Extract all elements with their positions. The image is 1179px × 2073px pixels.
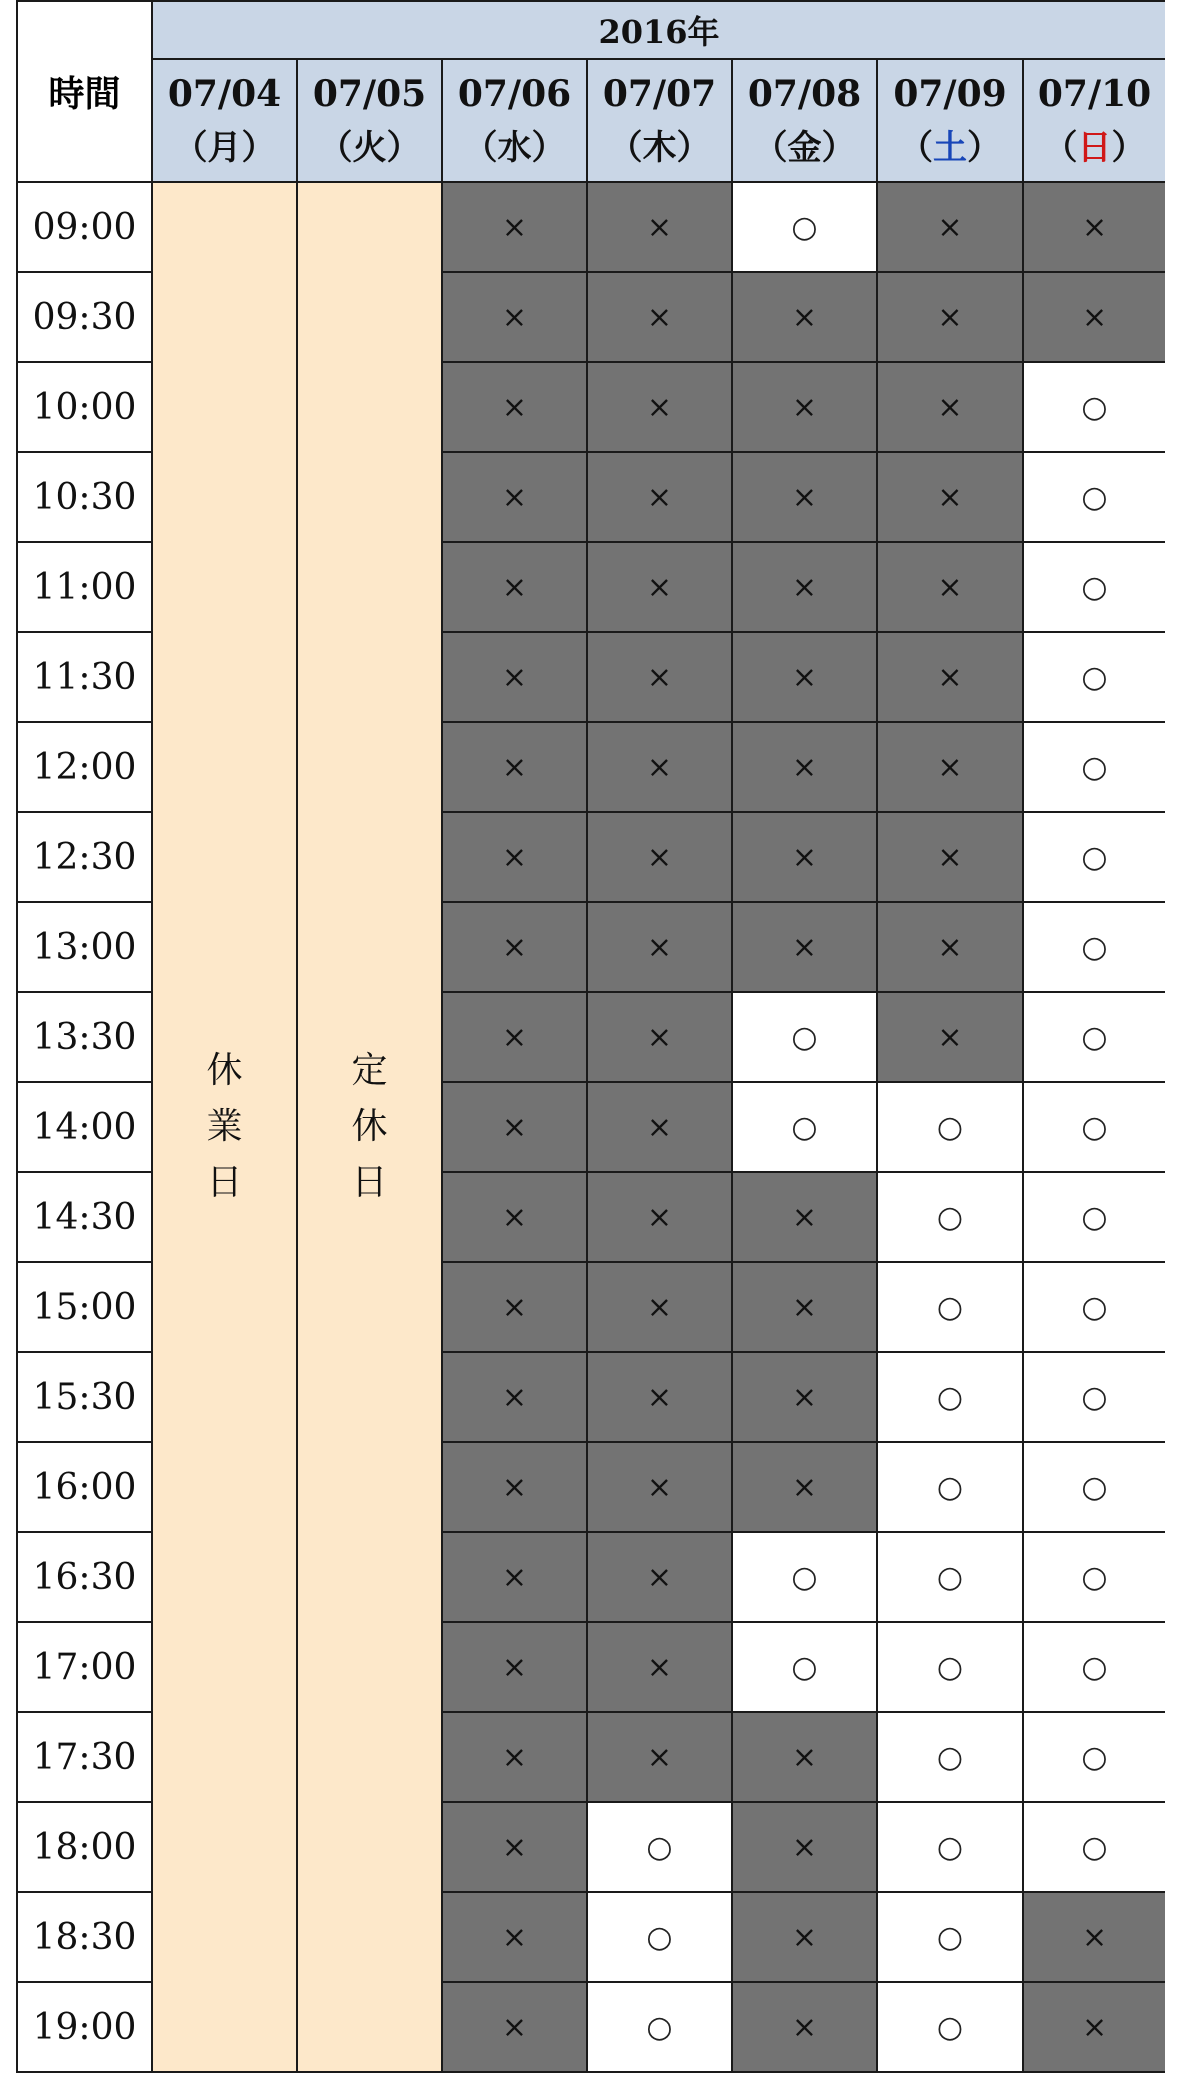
closed-day-char: 日 <box>206 1162 243 1203</box>
slot-unavailable: × <box>732 272 877 362</box>
slot-available[interactable]: ○ <box>877 1082 1023 1172</box>
open-paren: （ <box>1043 127 1078 168</box>
slot-unavailable: × <box>1023 272 1165 362</box>
close-paren: ） <box>967 127 1001 168</box>
time-cell: 18:00 <box>17 1802 152 1892</box>
slot-unavailable: × <box>442 1172 587 1262</box>
date-label: 07/09 <box>893 72 1007 115</box>
slot-unavailable: × <box>587 992 732 1082</box>
open-paren: （ <box>173 127 208 168</box>
reservation-schedule-table <box>16 0 1165 2073</box>
schedule-container <box>16 0 1165 2073</box>
schedule-body <box>17 182 1165 2072</box>
close-paren: ） <box>676 127 711 168</box>
slot-unavailable: × <box>442 992 587 1082</box>
slot-unavailable: × <box>732 542 877 632</box>
date-header-row <box>17 59 1165 182</box>
slot-unavailable: × <box>877 272 1023 362</box>
time-cell: 10:00 <box>17 362 152 452</box>
time-cell: 16:00 <box>17 1442 152 1532</box>
slot-unavailable: × <box>877 722 1023 812</box>
slot-unavailable: × <box>442 632 587 722</box>
slot-unavailable: × <box>587 1442 732 1532</box>
slot-available[interactable]: ○ <box>877 1622 1023 1712</box>
time-cell: 15:00 <box>17 1262 152 1352</box>
slot-unavailable: × <box>732 722 877 812</box>
time-cell: 13:00 <box>17 902 152 992</box>
open-paren: （ <box>899 127 933 168</box>
slot-unavailable: × <box>587 902 732 992</box>
slot-available[interactable]: ○ <box>877 1532 1023 1622</box>
time-cell: 15:30 <box>17 1352 152 1442</box>
slot-unavailable: × <box>587 452 732 542</box>
open-paren: （ <box>753 127 788 168</box>
time-cell: 11:00 <box>17 542 152 632</box>
time-cell: 09:30 <box>17 272 152 362</box>
slot-unavailable: × <box>587 1172 732 1262</box>
slot-unavailable: × <box>442 722 587 812</box>
slot-unavailable: × <box>587 812 732 902</box>
closed-day-char: 日 <box>351 1162 388 1203</box>
slot-unavailable: × <box>442 1982 587 2072</box>
slot-unavailable: × <box>732 1442 877 1532</box>
slot-unavailable: × <box>587 542 732 632</box>
slot-unavailable: × <box>877 902 1023 992</box>
year-header: 2016年 <box>152 1 1165 59</box>
slot-available[interactable]: ○ <box>1023 1172 1165 1262</box>
close-paren: ） <box>1111 127 1146 168</box>
closed-day-char: 休 <box>351 1106 388 1147</box>
slot-unavailable: × <box>587 1712 732 1802</box>
slot-unavailable: × <box>732 452 877 542</box>
close-paren: ） <box>241 127 276 168</box>
slot-available[interactable]: ○ <box>1023 722 1165 812</box>
slot-available[interactable]: ○ <box>877 1442 1023 1532</box>
day-of-week-label <box>733 121 876 175</box>
slot-unavailable: × <box>587 1622 732 1712</box>
close-paren: ） <box>821 127 856 168</box>
slot-unavailable: × <box>587 1262 732 1352</box>
slot-unavailable: × <box>732 1802 877 1892</box>
date-label: 07/05 <box>312 72 427 115</box>
slot-available[interactable]: ○ <box>587 1892 732 1982</box>
date-header-0 <box>152 59 297 182</box>
slot-available[interactable]: ○ <box>1023 632 1165 722</box>
slot-unavailable: × <box>1023 1892 1165 1982</box>
day-of-week-label <box>1024 121 1165 175</box>
slot-unavailable: × <box>442 1262 587 1352</box>
slot-unavailable: × <box>442 812 587 902</box>
slot-unavailable: × <box>732 902 877 992</box>
weekday: 月 <box>207 127 242 168</box>
slot-available[interactable]: ○ <box>1023 1802 1165 1892</box>
slot-unavailable: × <box>587 182 732 272</box>
slot-available[interactable]: ○ <box>877 1712 1023 1802</box>
time-cell: 16:30 <box>17 1532 152 1622</box>
slot-available[interactable]: ○ <box>1023 1712 1165 1802</box>
slot-available[interactable]: ○ <box>1023 1262 1165 1352</box>
slot-unavailable: × <box>442 1082 587 1172</box>
closed-day-char: 休 <box>206 1050 243 1091</box>
closed-day-cell-1 <box>297 182 442 2072</box>
day-of-week-label <box>878 121 1022 175</box>
slot-available[interactable]: ○ <box>1023 1442 1165 1532</box>
slot-unavailable: × <box>442 902 587 992</box>
closed-day-cell-0 <box>152 182 297 2072</box>
slot-unavailable: × <box>442 362 587 452</box>
time-cell: 19:00 <box>17 1982 152 2072</box>
slot-available[interactable]: ○ <box>1023 812 1165 902</box>
slot-available[interactable]: ○ <box>1023 542 1165 632</box>
time-cell: 17:30 <box>17 1712 152 1802</box>
slot-unavailable: × <box>442 1532 587 1622</box>
weekday: 日 <box>1077 127 1112 168</box>
date-header-4 <box>732 59 877 182</box>
slot-available[interactable]: ○ <box>877 1802 1023 1892</box>
slot-unavailable: × <box>587 1532 732 1622</box>
weekday: 水 <box>497 127 532 168</box>
weekday: 木 <box>642 127 677 168</box>
weekday: 火 <box>352 127 387 168</box>
time-cell: 13:30 <box>17 992 152 1082</box>
open-paren: （ <box>318 127 353 168</box>
slot-available[interactable]: ○ <box>877 1262 1023 1352</box>
slot-available[interactable]: ○ <box>732 1532 877 1622</box>
slot-unavailable: × <box>442 1352 587 1442</box>
slot-available[interactable]: ○ <box>732 182 877 272</box>
slot-available[interactable]: ○ <box>877 1982 1023 2072</box>
weekday: 土 <box>933 127 967 168</box>
date-label: 07/04 <box>167 72 282 115</box>
slot-available[interactable]: ○ <box>732 1082 877 1172</box>
slot-unavailable: × <box>877 182 1023 272</box>
closed-day-char: 業 <box>206 1106 243 1147</box>
slot-available[interactable]: ○ <box>1023 1532 1165 1622</box>
slot-unavailable: × <box>587 1352 732 1442</box>
close-paren: ） <box>386 127 421 168</box>
date-header-3 <box>587 59 732 182</box>
time-cell: 10:30 <box>17 452 152 542</box>
slot-available[interactable]: ○ <box>1023 1622 1165 1712</box>
time-cell: 18:30 <box>17 1892 152 1982</box>
slot-unavailable: × <box>732 1982 877 2072</box>
time-cell: 11:30 <box>17 632 152 722</box>
slot-unavailable: × <box>1023 1982 1165 2072</box>
slot-available[interactable]: ○ <box>1023 362 1165 452</box>
date-header-5 <box>877 59 1023 182</box>
slot-unavailable: × <box>732 632 877 722</box>
slot-unavailable: × <box>877 992 1023 1082</box>
slot-unavailable: × <box>442 182 587 272</box>
slot-unavailable: × <box>587 1082 732 1172</box>
closed-day-char: 定 <box>351 1050 388 1091</box>
date-label: 07/06 <box>457 72 572 115</box>
slot-available[interactable]: ○ <box>877 1892 1023 1982</box>
slot-unavailable: × <box>587 362 732 452</box>
slot-unavailable: × <box>732 1262 877 1352</box>
slot-unavailable: × <box>442 1712 587 1802</box>
day-of-week-label <box>153 121 296 175</box>
date-label: 07/08 <box>747 72 862 115</box>
slot-unavailable: × <box>442 1442 587 1532</box>
slot-unavailable: × <box>442 452 587 542</box>
slot-unavailable: × <box>877 812 1023 902</box>
day-of-week-label <box>588 121 731 175</box>
slot-available[interactable]: ○ <box>1023 452 1165 542</box>
slot-unavailable: × <box>732 1712 877 1802</box>
day-of-week-label <box>443 121 586 175</box>
time-cell: 17:00 <box>17 1622 152 1712</box>
slot-available[interactable]: ○ <box>587 1982 732 2072</box>
day-of-week-label <box>298 121 441 175</box>
slot-unavailable: × <box>877 362 1023 452</box>
slot-available[interactable]: ○ <box>877 1352 1023 1442</box>
time-column-header: 時間 <box>17 1 152 182</box>
open-paren: （ <box>608 127 643 168</box>
slot-unavailable: × <box>442 272 587 362</box>
slot-unavailable: × <box>1023 182 1165 272</box>
date-header-1 <box>297 59 442 182</box>
close-paren: ） <box>531 127 566 168</box>
slot-unavailable: × <box>442 1892 587 1982</box>
slot-unavailable: × <box>732 1892 877 1982</box>
time-cell: 14:30 <box>17 1172 152 1262</box>
slot-unavailable: × <box>732 362 877 452</box>
slot-unavailable: × <box>877 542 1023 632</box>
slot-unavailable: × <box>732 812 877 902</box>
weekday: 金 <box>787 127 822 168</box>
slot-available[interactable]: ○ <box>1023 902 1165 992</box>
date-label: 07/10 <box>1037 72 1152 115</box>
slot-unavailable: × <box>877 632 1023 722</box>
slot-available[interactable]: ○ <box>732 1622 877 1712</box>
slot-unavailable: × <box>877 452 1023 542</box>
slot-available[interactable]: ○ <box>1023 1352 1165 1442</box>
slot-available[interactable]: ○ <box>732 992 877 1082</box>
slot-unavailable: × <box>587 632 732 722</box>
time-cell: 12:00 <box>17 722 152 812</box>
open-paren: （ <box>463 127 498 168</box>
time-cell: 14:00 <box>17 1082 152 1172</box>
slot-unavailable: × <box>587 722 732 812</box>
slot-available[interactable]: ○ <box>587 1802 732 1892</box>
slot-unavailable: × <box>732 1172 877 1262</box>
time-cell: 12:30 <box>17 812 152 902</box>
slot-unavailable: × <box>442 1802 587 1892</box>
date-header-2 <box>442 59 587 182</box>
date-header-6 <box>1023 59 1165 182</box>
slot-unavailable: × <box>442 542 587 632</box>
time-cell: 09:00 <box>17 182 152 272</box>
slot-available[interactable]: ○ <box>1023 1082 1165 1172</box>
slot-unavailable: × <box>732 1352 877 1442</box>
slot-available[interactable]: ○ <box>877 1172 1023 1262</box>
slot-unavailable: × <box>442 1622 587 1712</box>
table-row <box>17 182 1165 272</box>
slot-unavailable: × <box>587 272 732 362</box>
slot-available[interactable]: ○ <box>1023 992 1165 1082</box>
date-label: 07/07 <box>602 72 717 115</box>
